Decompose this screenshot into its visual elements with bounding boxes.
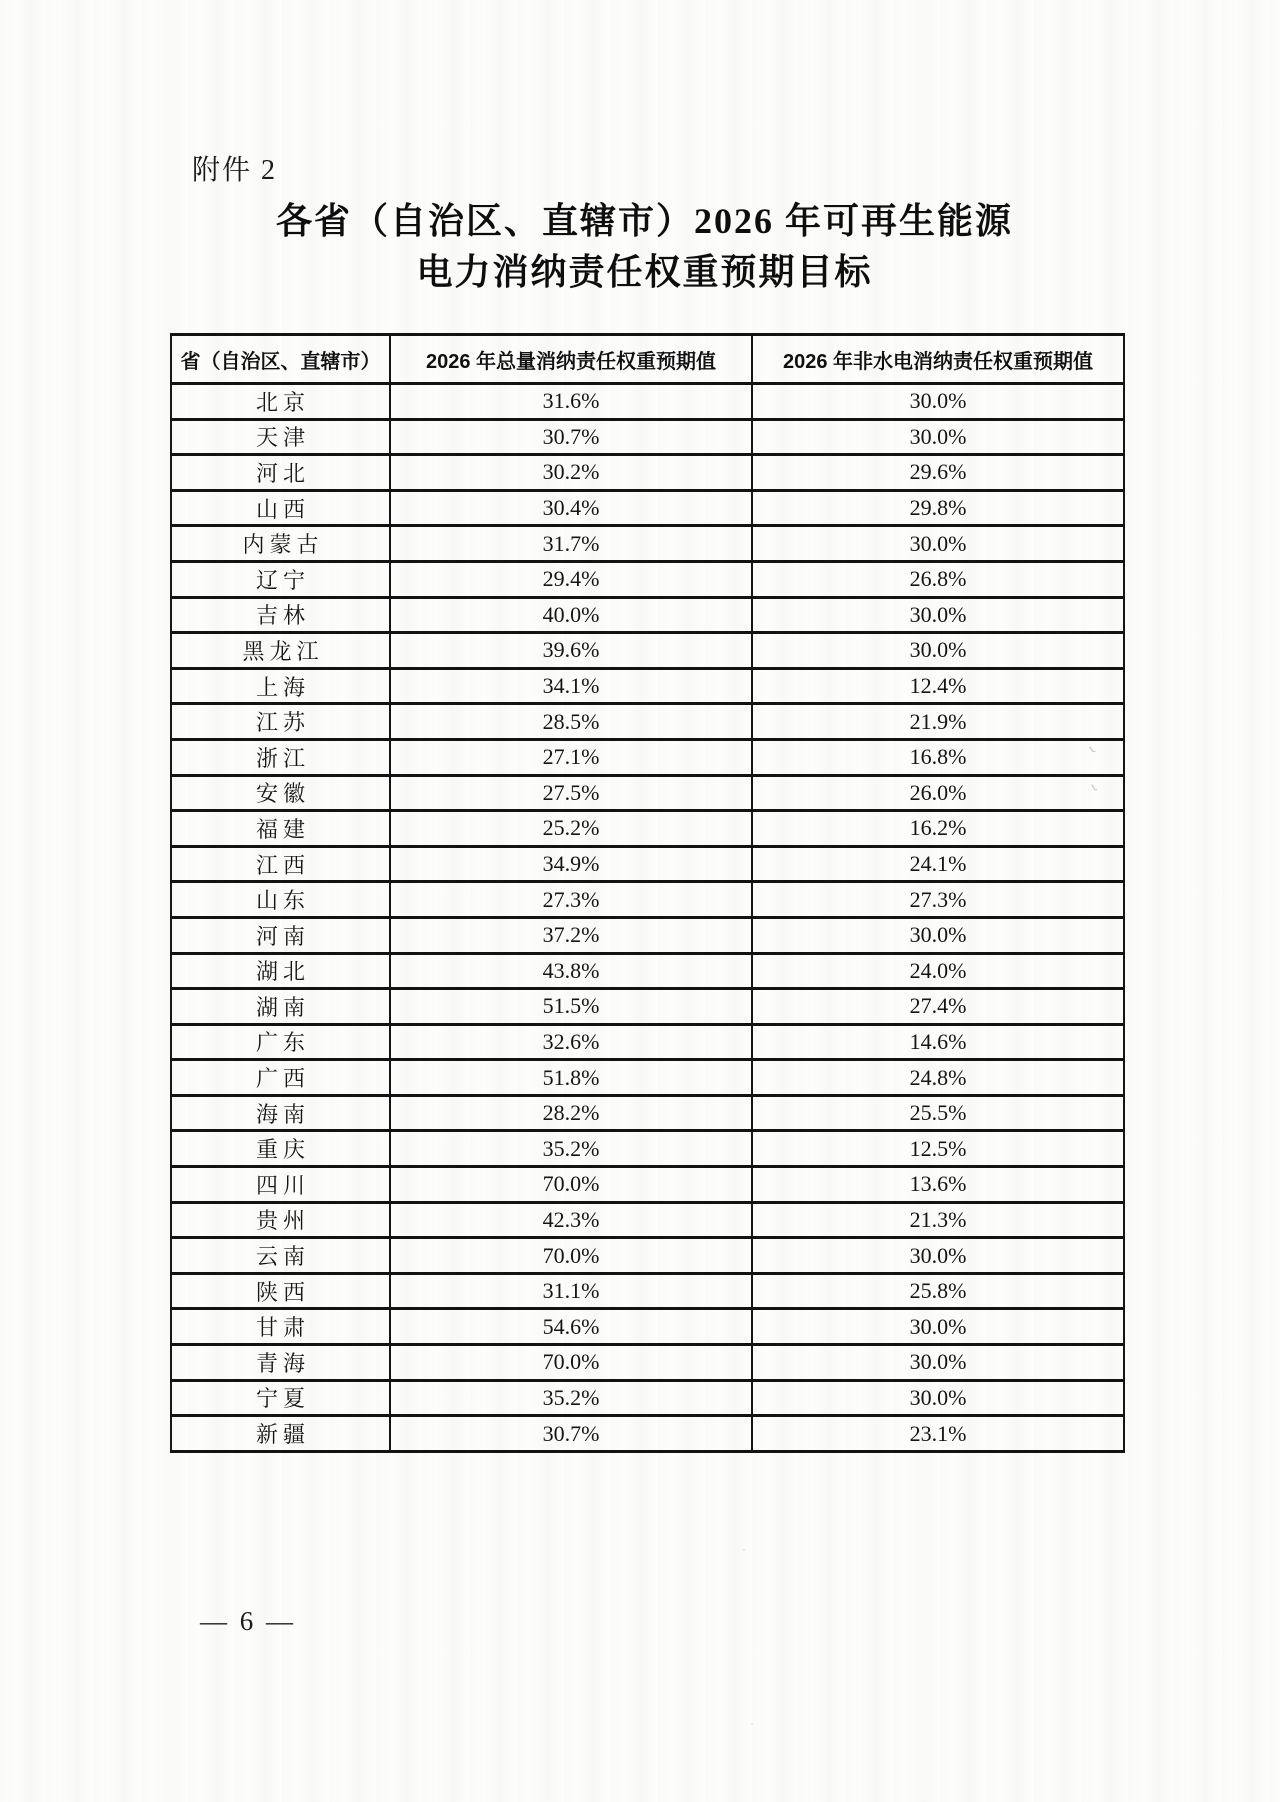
non-hydro-weight-cell: 30.0% <box>752 419 1124 455</box>
non-hydro-weight-cell: 30.0% <box>752 633 1124 669</box>
total-weight-cell: 70.0% <box>390 1238 752 1274</box>
table-row <box>171 419 1124 455</box>
province-cell: 贵州 <box>171 1202 390 1238</box>
total-weight-cell: 31.7% <box>390 526 752 562</box>
non-hydro-weight-cell: 25.8% <box>752 1273 1124 1309</box>
province-cell: 广西 <box>171 1060 390 1096</box>
province-cell: 辽宁 <box>171 561 390 597</box>
table-row <box>171 989 1124 1025</box>
total-weight-cell: 30.7% <box>390 1416 752 1452</box>
non-hydro-weight-cell: 30.0% <box>752 1345 1124 1381</box>
total-weight-cell: 28.5% <box>390 704 752 740</box>
province-cell: 江苏 <box>171 704 390 740</box>
table-row <box>171 1024 1124 1060</box>
province-cell: 重庆 <box>171 1131 390 1167</box>
header-province: 省（自治区、直辖市） <box>171 335 390 384</box>
province-cell: 山西 <box>171 490 390 526</box>
scan-artifact: ι <box>1088 779 1100 796</box>
province-cell: 广东 <box>171 1024 390 1060</box>
province-cell: 江西 <box>171 846 390 882</box>
non-hydro-weight-cell: 30.0% <box>752 1309 1124 1345</box>
table-row <box>171 846 1124 882</box>
table-row <box>171 384 1124 420</box>
province-cell: 新疆 <box>171 1416 390 1452</box>
non-hydro-weight-cell: 25.5% <box>752 1095 1124 1131</box>
province-cell: 河北 <box>171 455 390 491</box>
table-row <box>171 1309 1124 1345</box>
non-hydro-weight-cell: 16.2% <box>752 811 1124 847</box>
table-row <box>171 1416 1124 1452</box>
page-number: — 6 — <box>200 1606 296 1636</box>
table-row <box>171 882 1124 918</box>
scan-artifact: ι <box>1086 742 1099 757</box>
table-row <box>171 455 1124 491</box>
non-hydro-weight-cell: 26.8% <box>752 561 1124 597</box>
province-cell: 天津 <box>171 419 390 455</box>
total-weight-cell: 27.1% <box>390 739 752 775</box>
province-cell: 四川 <box>171 1167 390 1203</box>
province-cell: 宁夏 <box>171 1380 390 1416</box>
scan-artifact: · <box>742 1544 747 1559</box>
non-hydro-weight-cell: 24.1% <box>752 846 1124 882</box>
table-row <box>171 668 1124 704</box>
province-cell: 云南 <box>171 1238 390 1274</box>
non-hydro-weight-cell: 21.3% <box>752 1202 1124 1238</box>
total-weight-cell: 51.8% <box>390 1060 752 1096</box>
total-weight-cell: 51.5% <box>390 989 752 1025</box>
total-weight-cell: 34.9% <box>390 846 752 882</box>
non-hydro-weight-cell: 13.6% <box>752 1167 1124 1203</box>
header-non-hydro-weight: 2026 年非水电消纳责任权重预期值 <box>752 335 1124 384</box>
non-hydro-weight-cell: 27.4% <box>752 989 1124 1025</box>
non-hydro-weight-cell: 12.5% <box>752 1131 1124 1167</box>
table-row <box>171 1345 1124 1381</box>
non-hydro-weight-cell: 16.8% <box>752 739 1124 775</box>
total-weight-cell: 37.2% <box>390 917 752 953</box>
total-weight-cell: 28.2% <box>390 1095 752 1131</box>
non-hydro-weight-cell: 24.8% <box>752 1060 1124 1096</box>
non-hydro-weight-cell: 30.0% <box>752 597 1124 633</box>
table-row <box>171 1131 1124 1167</box>
province-cell: 甘肃 <box>171 1309 390 1345</box>
total-weight-cell: 29.4% <box>390 561 752 597</box>
total-weight-cell: 30.7% <box>390 419 752 455</box>
total-weight-cell: 35.2% <box>390 1131 752 1167</box>
total-weight-cell: 31.6% <box>390 384 752 420</box>
table-row <box>171 775 1124 811</box>
total-weight-cell: 40.0% <box>390 597 752 633</box>
table-row <box>171 1095 1124 1131</box>
table-body <box>171 384 1124 1452</box>
non-hydro-weight-cell: 30.0% <box>752 917 1124 953</box>
scan-artifact: · <box>750 1718 755 1733</box>
non-hydro-weight-cell: 23.1% <box>752 1416 1124 1452</box>
table-row <box>171 561 1124 597</box>
total-weight-cell: 43.8% <box>390 953 752 989</box>
total-weight-cell: 30.2% <box>390 455 752 491</box>
total-weight-cell: 34.1% <box>390 668 752 704</box>
non-hydro-weight-cell: 14.6% <box>752 1024 1124 1060</box>
province-cell: 黑龙江 <box>171 633 390 669</box>
province-cell: 陕西 <box>171 1273 390 1309</box>
table-row <box>171 1060 1124 1096</box>
total-weight-cell: 39.6% <box>390 633 752 669</box>
table-header-row <box>171 335 1124 384</box>
province-cell: 湖南 <box>171 989 390 1025</box>
non-hydro-weight-cell: 30.0% <box>752 384 1124 420</box>
table-row <box>171 1380 1124 1416</box>
document-title-line2: 电力消纳责任权重预期目标 <box>416 252 873 292</box>
province-cell: 安徽 <box>171 775 390 811</box>
total-weight-cell: 31.1% <box>390 1273 752 1309</box>
table-row <box>171 1202 1124 1238</box>
total-weight-cell: 27.3% <box>390 882 752 918</box>
table-row <box>171 1273 1124 1309</box>
non-hydro-weight-cell: 24.0% <box>752 953 1124 989</box>
province-cell: 浙江 <box>171 739 390 775</box>
header-total-weight: 2026 年总量消纳责任权重预期值 <box>390 335 752 384</box>
table-row <box>171 597 1124 633</box>
total-weight-cell: 25.2% <box>390 811 752 847</box>
total-weight-cell: 54.6% <box>390 1309 752 1345</box>
province-cell: 北京 <box>171 384 390 420</box>
total-weight-cell: 42.3% <box>390 1202 752 1238</box>
province-cell: 吉林 <box>171 597 390 633</box>
total-weight-cell: 32.6% <box>390 1024 752 1060</box>
table-row <box>171 633 1124 669</box>
non-hydro-weight-cell: 27.3% <box>752 882 1124 918</box>
non-hydro-weight-cell: 29.8% <box>752 490 1124 526</box>
table-row <box>171 953 1124 989</box>
table-row <box>171 811 1124 847</box>
province-cell: 内蒙古 <box>171 526 390 562</box>
table-row <box>171 739 1124 775</box>
document-title <box>166 196 1123 298</box>
total-weight-cell: 27.5% <box>390 775 752 811</box>
total-weight-cell: 35.2% <box>390 1380 752 1416</box>
non-hydro-weight-cell: 30.0% <box>752 1238 1124 1274</box>
province-cell: 上海 <box>171 668 390 704</box>
province-cell: 山东 <box>171 882 390 918</box>
province-cell: 河南 <box>171 917 390 953</box>
table-row <box>171 526 1124 562</box>
table-row <box>171 917 1124 953</box>
non-hydro-weight-cell: 21.9% <box>752 704 1124 740</box>
document-title-line1: 各省（自治区、直辖市）2026 年可再生能源 <box>275 201 1013 241</box>
province-cell: 海南 <box>171 1095 390 1131</box>
total-weight-cell: 70.0% <box>390 1167 752 1203</box>
weights-table <box>170 333 1125 1453</box>
attachment-label: 附件 2 <box>192 155 278 186</box>
non-hydro-weight-cell: 30.0% <box>752 526 1124 562</box>
province-cell: 湖北 <box>171 953 390 989</box>
table-row <box>171 490 1124 526</box>
province-cell: 青海 <box>171 1345 390 1381</box>
non-hydro-weight-cell: 30.0% <box>752 1380 1124 1416</box>
total-weight-cell: 30.4% <box>390 490 752 526</box>
non-hydro-weight-cell: 12.4% <box>752 668 1124 704</box>
table-row <box>171 704 1124 740</box>
non-hydro-weight-cell: 29.6% <box>752 455 1124 491</box>
table-row <box>171 1238 1124 1274</box>
table-row <box>171 1167 1124 1203</box>
non-hydro-weight-cell: 26.0% <box>752 775 1124 811</box>
total-weight-cell: 70.0% <box>390 1345 752 1381</box>
province-cell: 福建 <box>171 811 390 847</box>
table-header <box>171 335 1124 384</box>
